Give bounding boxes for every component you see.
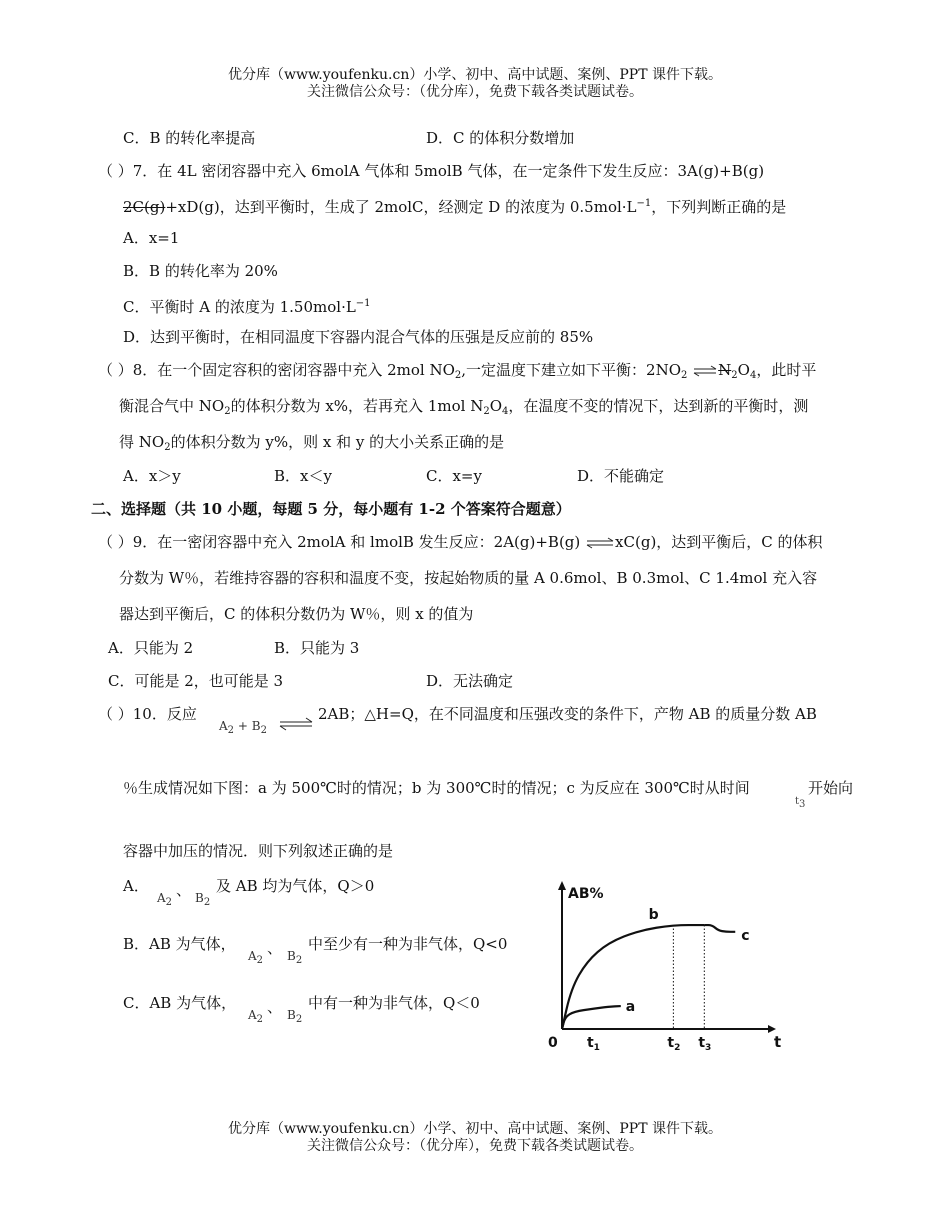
q10-t3-t: t	[795, 796, 800, 807]
series-a-line	[562, 1006, 621, 1029]
q10-stem-a: （ ）10．反应	[98, 705, 197, 723]
q9-option-d: D．无法确定	[426, 672, 514, 690]
q8-s2: ,一定温度下建立如下平衡：2NO	[461, 361, 681, 379]
q8-option-c: C．x=y	[426, 467, 482, 485]
a2-sub: 2	[256, 1014, 264, 1025]
a2-sub: 2	[165, 897, 173, 908]
q9-option-a: A．只能为 2	[108, 639, 194, 657]
q10-option-b-text: 中至少有一种为非气体，Q<0	[308, 935, 508, 953]
q9-stem-line-3: 器达到平衡后，C 的体积分数仍为 W％，则 x 的值为	[119, 605, 474, 623]
q8-s5: ，此时平	[756, 361, 817, 379]
q10-option-c-a2	[248, 1005, 263, 1030]
q10-option-c-b2	[287, 1005, 302, 1030]
b2-sub: 2	[295, 1014, 303, 1025]
q10-option-a-label: A．	[123, 877, 149, 895]
equilibrium-arrow-icon	[692, 365, 718, 377]
q7-option-c	[123, 294, 371, 317]
y-axis-arrow	[558, 881, 566, 890]
series-c-line	[704, 925, 735, 932]
q10-stem-line-2b: 开始向	[808, 779, 854, 797]
q8-s1-sub: 2	[454, 370, 462, 381]
q8-l2b: 的体积分数为 x%，若再充入 1mol N	[230, 397, 484, 415]
series-c-label: c	[741, 927, 750, 944]
q10-stem-b: 2AB；△H=Q，在不同温度和压强改变的条件下，产物 AB 的质量分数 AB	[318, 705, 817, 723]
q8-stem-line-3	[119, 432, 504, 458]
x-axis-arrow	[768, 1025, 776, 1033]
b2-sub: 2	[295, 955, 303, 966]
q7-option-b: B．B 的转化率为 20%	[123, 262, 278, 280]
q8-l3-sub: 2	[164, 442, 171, 453]
q8-l2c: O	[489, 397, 503, 415]
q7-stem-line-2	[123, 194, 786, 217]
series-b-label: b	[648, 907, 659, 924]
q10-option-a-text: 及 AB 均为气体，Q＞0	[216, 877, 375, 895]
b2: B	[287, 949, 296, 963]
tick-t: t	[586, 1035, 594, 1051]
tick-sub: 2	[674, 1043, 681, 1053]
q6-option-c: C．B 的转化率提高	[123, 129, 256, 147]
q10-option-c-sep: 、	[267, 998, 283, 1016]
q7-stem-2b: +xD(g)，达到平衡时，生成了 2molC，经测定 D 的浓度为 0.5mol·L	[165, 198, 637, 216]
q8-stem-line-2	[119, 396, 808, 422]
q8-s3-sub: 2	[731, 370, 738, 381]
b2-sub: 2	[203, 897, 211, 908]
q10-stem-line-3: 容器中加压的情况．则下列叙述正确的是	[123, 842, 394, 860]
header-line-2: 关注微信公众号：（优分库），免费下载各类试题试卷。	[307, 84, 643, 100]
q9-option-c: C．可能是 2，也可能是 3	[108, 672, 284, 690]
equilibrium-arrow-icon	[585, 537, 615, 549]
tick-label-3	[698, 1035, 711, 1053]
q10-option-c-label: C．AB 为气体，	[123, 994, 237, 1012]
q7-stem-2c: ，下列判断正确的是	[651, 198, 787, 216]
header-line-1: 优分库（www.youfenku.cn）小学、初中、高中试题、案例、PPT 课件下载。	[227, 67, 722, 83]
q7-option-c-exp: −1	[355, 298, 371, 309]
q8-s3: N	[718, 361, 732, 379]
q10-option-b-label: B．AB 为气体，	[123, 935, 236, 953]
a2: A	[248, 1008, 257, 1022]
q8-l2-sub3: 4	[502, 406, 509, 417]
footer-line-2: 关注微信公众号：（优分库），免费下载各类试题试卷。	[307, 1138, 643, 1154]
q7-exp: −1	[636, 198, 652, 209]
a2-sub: 2	[256, 955, 264, 966]
q8-s1: （ ）8．在一个固定容积的密闭容器中充入 2mol NO	[98, 361, 455, 379]
q10-b-sub: 2	[260, 725, 267, 736]
q8-l2-sub2: 2	[483, 406, 490, 417]
q10-option-b-sep: 、	[267, 939, 283, 957]
q8-s2-sub: 2	[681, 370, 688, 381]
q8-l3b: 的体积分数为 y%，则 x 和 y 的大小关系正确的是	[170, 433, 505, 451]
tick-t: t	[698, 1035, 706, 1051]
q8-l2a: 衡混合气中 NO	[119, 397, 225, 415]
a2: A	[157, 891, 166, 905]
q10-option-c-text: 中有一种为非气体，Q＜0	[308, 994, 480, 1012]
q10-reactants	[219, 716, 267, 741]
series-a-label: a	[625, 999, 636, 1016]
tick-sub: 1	[593, 1043, 600, 1053]
tick-sub: 3	[705, 1043, 712, 1053]
q8-l2-sub: 2	[224, 406, 231, 417]
q9-stem-line-2: 分数为 W％，若维持容器的容积和温度不变，按起始物质的量 A 0.6mol、B 0.3mol、C 1.4mol 充入容	[119, 569, 818, 587]
footer-line-1: 优分库（www.youfenku.cn）小学、初中、高中试题、案例、PPT 课件下载。	[227, 1121, 722, 1137]
b2: B	[287, 1008, 296, 1022]
q10-a-sub: 2	[227, 725, 235, 736]
q10-t3-sub: 3	[799, 799, 806, 810]
q8-s4-sub: 4	[749, 370, 757, 381]
origin-label: 0	[548, 1035, 558, 1051]
q8-option-a: A．x＞y	[123, 467, 181, 485]
b2: B	[195, 891, 204, 905]
q10-option-a-sep: 、	[176, 881, 192, 899]
q9-stem	[98, 532, 823, 552]
q6-option-d: D．C 的体积分数增加	[426, 129, 575, 147]
q10-option-a-b2	[195, 888, 210, 913]
q9-s2: xC(g)，达到平衡后，C 的体积	[615, 533, 823, 551]
q7-stem: （ ）7．在 4L 密闭容器中充入 6molA 气体和 5molB 气体，在一定条件下发生反应：3A(g)+B(g)	[98, 162, 765, 180]
tick-label-2	[667, 1035, 680, 1053]
q9-s1: （ ）9．在一密闭容器中充入 2molA 和 lmolB 发生反应：2A(g)+B(g)	[98, 533, 581, 551]
q7-option-a: A．x=1	[123, 229, 180, 247]
q8-option-d: D．不能确定	[577, 467, 665, 485]
q7-option-c-text: C．平衡时 A 的浓度为 1.50mol·L	[123, 298, 356, 316]
q8-stem	[98, 360, 816, 386]
y-axis-label: AB%	[568, 886, 604, 902]
equilibrium-arrow-icon	[278, 717, 314, 731]
q10-t3	[795, 792, 805, 815]
ab-percent-chart	[540, 875, 780, 1060]
q10-plus: + B	[234, 719, 261, 733]
q10-option-b-b2	[287, 946, 302, 971]
q8-s4: O	[737, 361, 750, 379]
a2: A	[248, 949, 257, 963]
q7-product-c: 2C(g)	[123, 198, 166, 216]
q10-stem-line-2: ％生成情况如下图：a 为 500℃时的情况；b 为 300℃时的情况；c 为反应在 300℃时从时间	[123, 779, 750, 797]
q8-l3a: 得 NO	[119, 433, 165, 451]
q9-option-b: B．只能为 3	[274, 639, 360, 657]
q10-option-a-a2	[157, 888, 172, 913]
q8-option-b: B．x＜y	[274, 467, 332, 485]
section-2-title: 二、选择题（共 10 小题，每题 5 分，每小题有 1-2 个答案符合题意）	[91, 500, 571, 518]
q10-a: A	[219, 719, 228, 733]
tick-t: t	[667, 1035, 675, 1051]
q8-l2d: ，在温度不变的情况下，达到新的平衡时，测	[508, 397, 809, 415]
q7-option-d: D．达到平衡时，在相同温度下容器内混合气体的压强是反应前的 85%	[123, 328, 594, 346]
q10-option-b-a2	[248, 946, 263, 971]
tick-label-1	[587, 1035, 600, 1053]
x-axis-label: t	[774, 1033, 782, 1051]
